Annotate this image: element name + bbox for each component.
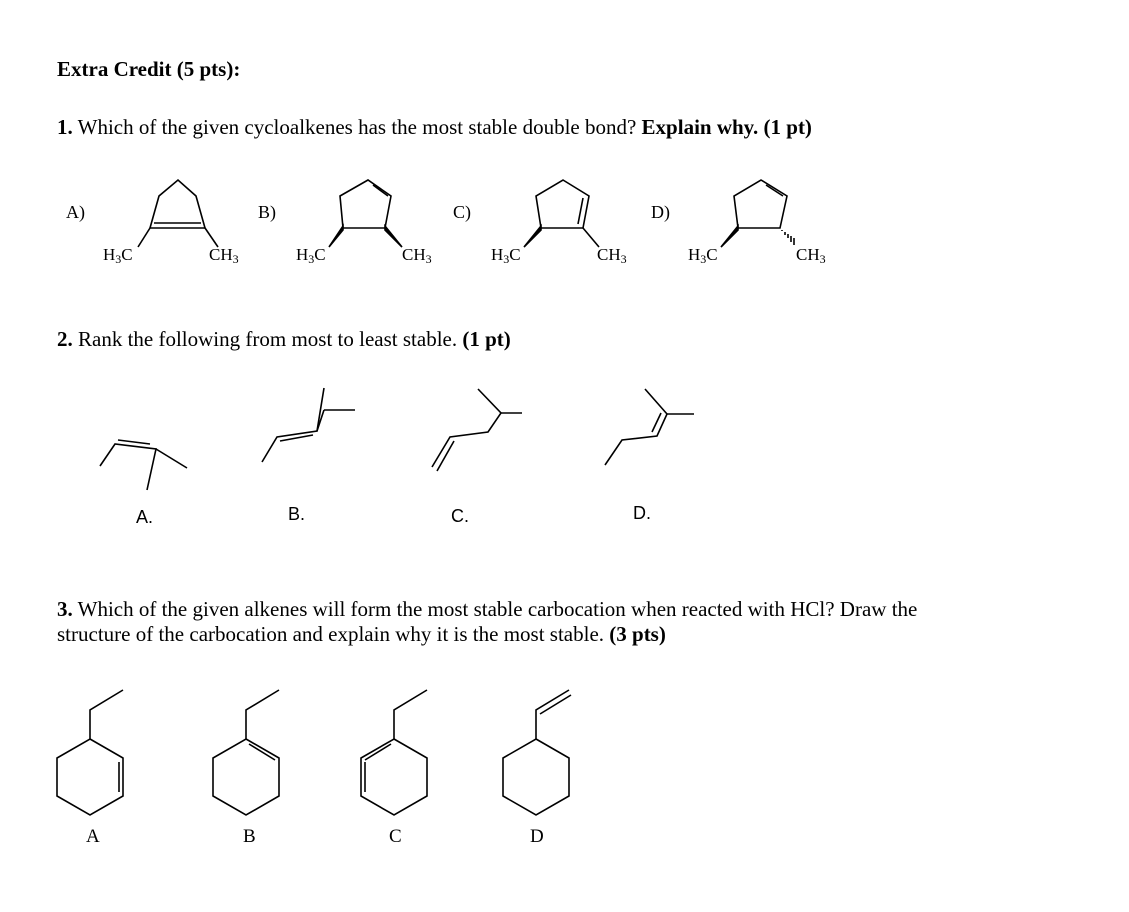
q1-a-structure	[138, 180, 218, 247]
q1-d-wedge-left	[721, 226, 738, 247]
page-heading: Extra Credit (5 pts):	[57, 57, 241, 81]
q1-a-bond-right	[205, 228, 218, 247]
q1-option-b-label: B)	[258, 202, 276, 222]
q2-a-methyl	[156, 449, 187, 468]
q1-option-d-label: D)	[651, 202, 670, 222]
q3-a-ethyl	[90, 690, 123, 739]
q3-c-ring	[361, 739, 427, 815]
q1-a-bond-left	[138, 228, 150, 247]
q2-a-double-bond	[118, 440, 150, 444]
q3-c-double-bond-1	[365, 744, 391, 760]
q3-b-ring	[213, 739, 279, 815]
q2-label-d: D.	[633, 503, 651, 523]
q2-a-structure	[100, 440, 187, 490]
q1-b-double-bond	[373, 185, 388, 196]
q3-b-structure	[213, 690, 279, 815]
q3-label-d: D	[530, 826, 544, 847]
q1-b-structure	[329, 180, 402, 247]
question-2-number: 2.	[57, 327, 73, 351]
q1-d-ring	[734, 180, 787, 228]
q3-b-ethyl	[246, 690, 279, 739]
q1-b-right-methyl: CH3	[402, 245, 432, 266]
q1-d-right-methyl: CH3	[796, 245, 826, 266]
q3-b-double-bond	[249, 744, 275, 760]
q3-d-structure	[503, 690, 571, 815]
q2-d-structure	[605, 389, 694, 465]
q3-label-b: B	[243, 826, 256, 847]
q1-d-left-methyl: H3C	[688, 245, 718, 266]
q3-label-c: C	[389, 826, 402, 847]
q3-a-ring	[57, 739, 123, 815]
question-1-number: 1.	[57, 115, 73, 139]
q2-label-a: A.	[136, 507, 154, 527]
question-3-text-line1: Which of the given alkenes will form the most stable carbocation when reacted with HCl? Draw the	[72, 597, 918, 621]
q1-b-wedge-left	[329, 226, 343, 247]
question-1-emphasis: Explain why. (1 pt)	[641, 115, 812, 139]
q1-c-left-methyl: H3C	[491, 245, 521, 266]
q2-label-c: C.	[451, 506, 469, 526]
q1-c-structure	[524, 180, 599, 247]
question-1-text: Which of the given cycloalkenes has the most stable double bond?	[72, 115, 642, 139]
q3-label-a: A	[86, 826, 100, 847]
q1-d-hash-right	[782, 230, 794, 245]
q2-b-chain	[262, 388, 324, 462]
q2-d-chain	[605, 389, 667, 465]
q3-a-structure	[57, 690, 123, 815]
question-3-text-line2: structure of the carbocation and explain why it is the most stable.	[57, 622, 610, 646]
q1-b-left-methyl: H3C	[296, 245, 326, 266]
q2-label-b: B.	[288, 504, 306, 524]
q3-d-ring	[503, 739, 569, 815]
q2-a-chain	[100, 444, 156, 490]
q1-a-ring	[150, 180, 205, 228]
q1-b-wedge-right	[385, 226, 402, 247]
q2-c-chain	[432, 389, 501, 467]
q1-d-double-bond	[766, 185, 783, 196]
q1-c-bond-right	[583, 228, 599, 247]
q3-d-vinyl	[536, 690, 569, 739]
question-2-text: Rank the following from most to least stable.	[72, 327, 463, 351]
q1-b-ring	[340, 180, 391, 228]
question-3-number: 3.	[57, 597, 73, 621]
q3-c-structure	[361, 690, 427, 815]
q1-c-wedge-left	[524, 226, 541, 247]
q1-a-left-methyl: H3C	[103, 245, 133, 266]
q1-a-right-methyl: CH3	[209, 245, 239, 266]
q1-option-c-label: C)	[453, 202, 471, 222]
question-2-emphasis: (1 pt)	[462, 327, 511, 351]
q2-b-structure	[262, 388, 355, 462]
question-3-emphasis: (3 pts)	[609, 622, 666, 646]
q1-option-a-label: A)	[66, 202, 85, 222]
q1-c-right-methyl: CH3	[597, 245, 627, 266]
q2-c-structure	[432, 389, 522, 471]
q1-d-structure	[721, 180, 794, 247]
q1-c-double-bond	[578, 198, 583, 224]
q3-c-ethyl	[394, 690, 427, 739]
